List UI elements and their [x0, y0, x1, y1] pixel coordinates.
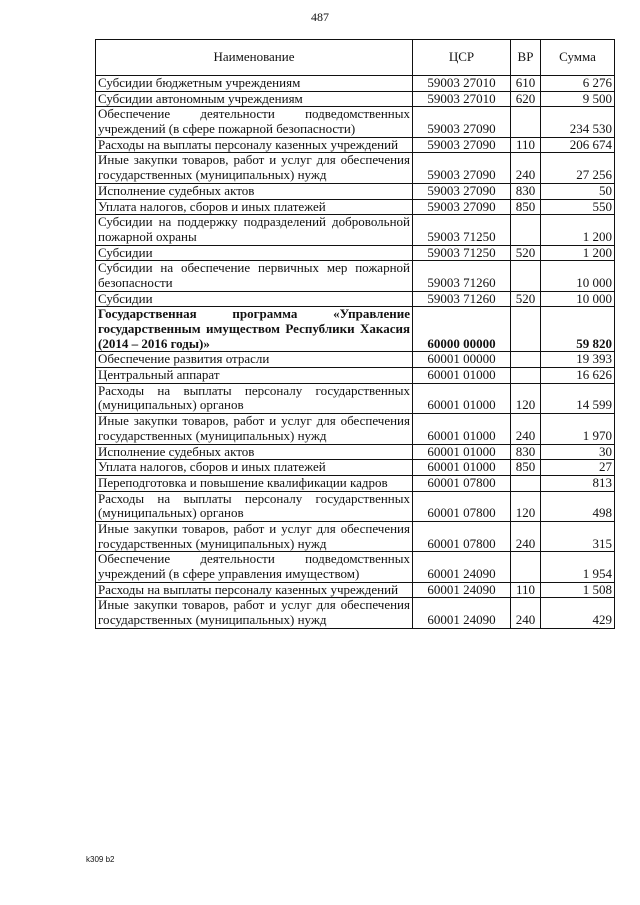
budget-table	[95, 39, 615, 629]
cell-sum: 498	[541, 491, 615, 521]
cell-sum: 10 000	[541, 261, 615, 291]
cell-name: Исполнение судебных актов	[96, 183, 413, 199]
table-row	[96, 261, 615, 291]
cell-vr: 850	[511, 460, 541, 476]
cell-sum: 9 500	[541, 91, 615, 107]
cell-csr: 59003 27090	[413, 183, 511, 199]
cell-name: Иные закупки товаров, работ и услуг для обеспечения государственных (муниципальных) нужд	[96, 153, 413, 183]
cell-csr: 60001 07800	[413, 491, 511, 521]
cell-csr: 60001 01000	[413, 414, 511, 444]
cell-sum: 6 276	[541, 76, 615, 92]
cell-vr	[511, 307, 541, 352]
table-row	[96, 491, 615, 521]
cell-sum: 50	[541, 183, 615, 199]
cell-sum: 206 674	[541, 137, 615, 153]
cell-csr: 60001 01000	[413, 383, 511, 413]
table-row	[96, 76, 615, 92]
cell-csr: 60001 01000	[413, 368, 511, 384]
table-row	[96, 368, 615, 384]
cell-sum: 16 626	[541, 368, 615, 384]
table-row	[96, 598, 615, 628]
table-row	[96, 153, 615, 183]
cell-sum: 10 000	[541, 291, 615, 307]
cell-vr: 240	[511, 598, 541, 628]
cell-name: Иные закупки товаров, работ и услуг для обеспечения государственных (муниципальных) нужд	[96, 521, 413, 551]
cell-csr: 60001 07800	[413, 521, 511, 551]
cell-csr: 59003 71260	[413, 261, 511, 291]
table-row	[96, 183, 615, 199]
cell-name: Субсидии	[96, 245, 413, 261]
cell-sum: 234 530	[541, 107, 615, 137]
table-row	[96, 475, 615, 491]
cell-vr	[511, 368, 541, 384]
cell-name: Субсидии автономным учреждениям	[96, 91, 413, 107]
cell-vr: 520	[511, 245, 541, 261]
table-header-row	[96, 40, 615, 76]
cell-csr: 59003 27090	[413, 153, 511, 183]
table-row	[96, 383, 615, 413]
table-row	[96, 291, 615, 307]
cell-csr: 59003 71250	[413, 215, 511, 245]
cell-name: Обеспечение деятельности подведомственных учреждений (в сфере пожарной безопасности)	[96, 107, 413, 137]
cell-vr: 830	[511, 183, 541, 199]
cell-sum: 550	[541, 199, 615, 215]
cell-vr: 110	[511, 137, 541, 153]
cell-name: Центральный аппарат	[96, 368, 413, 384]
cell-vr: 520	[511, 291, 541, 307]
cell-sum: 315	[541, 521, 615, 551]
cell-name: Обеспечение деятельности подведомственных учреждений (в сфере управления имуществом)	[96, 552, 413, 582]
header-name: Наименование	[96, 40, 413, 76]
cell-name: Расходы на выплаты персоналу казенных учреждений	[96, 582, 413, 598]
table-row	[96, 582, 615, 598]
cell-sum: 59 820	[541, 307, 615, 352]
cell-sum: 30	[541, 444, 615, 460]
cell-csr: 59003 27090	[413, 107, 511, 137]
cell-name: Субсидии	[96, 291, 413, 307]
cell-vr: 240	[511, 414, 541, 444]
table-row	[96, 521, 615, 551]
cell-csr: 59003 27090	[413, 137, 511, 153]
table-row	[96, 552, 615, 582]
cell-vr: 610	[511, 76, 541, 92]
cell-csr: 60001 01000	[413, 460, 511, 476]
cell-csr: 59003 27010	[413, 91, 511, 107]
cell-vr: 240	[511, 153, 541, 183]
cell-vr: 850	[511, 199, 541, 215]
cell-csr: 59003 71250	[413, 245, 511, 261]
cell-csr: 59003 71260	[413, 291, 511, 307]
cell-vr	[511, 552, 541, 582]
cell-sum: 429	[541, 598, 615, 628]
cell-sum: 27	[541, 460, 615, 476]
cell-csr: 60001 24090	[413, 582, 511, 598]
cell-csr: 60001 07800	[413, 475, 511, 491]
cell-name: Расходы на выплаты персоналу государственных (муниципальных) органов	[96, 491, 413, 521]
cell-csr: 60000 00000	[413, 307, 511, 352]
cell-vr	[511, 475, 541, 491]
cell-sum: 1 508	[541, 582, 615, 598]
cell-name: Исполнение судебных актов	[96, 444, 413, 460]
table-row	[96, 91, 615, 107]
cell-sum: 19 393	[541, 352, 615, 368]
table-row	[96, 414, 615, 444]
cell-sum: 1 200	[541, 245, 615, 261]
page-number: 487	[311, 10, 329, 24]
cell-csr: 60001 01000	[413, 444, 511, 460]
table-row	[96, 444, 615, 460]
header-sum: Сумма	[541, 40, 615, 76]
cell-name: Расходы на выплаты персоналу казенных учреждений	[96, 137, 413, 153]
table-row	[96, 307, 615, 352]
cell-vr	[511, 107, 541, 137]
cell-vr: 830	[511, 444, 541, 460]
table-row	[96, 460, 615, 476]
cell-vr	[511, 215, 541, 245]
cell-name: Иные закупки товаров, работ и услуг для обеспечения государственных (муниципальных) нужд	[96, 414, 413, 444]
cell-name: Уплата налогов, сборов и иных платежей	[96, 460, 413, 476]
table-row	[96, 245, 615, 261]
table-row	[96, 352, 615, 368]
cell-csr: 60001 00000	[413, 352, 511, 368]
cell-name: Государственная программа «Управление государственным имуществом Республики Хакасия (2014 – 2016 годы)»	[96, 307, 413, 352]
header-csr: ЦСР	[413, 40, 511, 76]
cell-name: Субсидии на обеспечение первичных мер пожарной безопасности	[96, 261, 413, 291]
table-body	[96, 76, 615, 629]
table-row	[96, 137, 615, 153]
footer-code: k309 b2	[86, 855, 115, 864]
cell-name: Переподготовка и повышение квалификации кадров	[96, 475, 413, 491]
table-row	[96, 199, 615, 215]
cell-vr	[511, 261, 541, 291]
cell-vr: 620	[511, 91, 541, 107]
cell-sum: 813	[541, 475, 615, 491]
cell-csr: 59003 27010	[413, 76, 511, 92]
cell-sum: 14 599	[541, 383, 615, 413]
cell-name: Уплата налогов, сборов и иных платежей	[96, 199, 413, 215]
header-vr: ВР	[511, 40, 541, 76]
cell-name: Субсидии на поддержку подразделений добровольной пожарной охраны	[96, 215, 413, 245]
table-row	[96, 107, 615, 137]
cell-sum: 27 256	[541, 153, 615, 183]
cell-sum: 1 970	[541, 414, 615, 444]
cell-vr: 240	[511, 521, 541, 551]
cell-name: Обеспечение развития отрасли	[96, 352, 413, 368]
cell-name: Иные закупки товаров, работ и услуг для обеспечения государственных (муниципальных) нужд	[96, 598, 413, 628]
cell-sum: 1 200	[541, 215, 615, 245]
table-row	[96, 215, 615, 245]
cell-vr: 120	[511, 383, 541, 413]
cell-csr: 59003 27090	[413, 199, 511, 215]
cell-name: Субсидии бюджетным учреждениям	[96, 76, 413, 92]
cell-csr: 60001 24090	[413, 552, 511, 582]
cell-name: Расходы на выплаты персоналу государственных (муниципальных) органов	[96, 383, 413, 413]
cell-sum: 1 954	[541, 552, 615, 582]
cell-vr: 110	[511, 582, 541, 598]
cell-vr	[511, 352, 541, 368]
cell-csr: 60001 24090	[413, 598, 511, 628]
cell-vr: 120	[511, 491, 541, 521]
